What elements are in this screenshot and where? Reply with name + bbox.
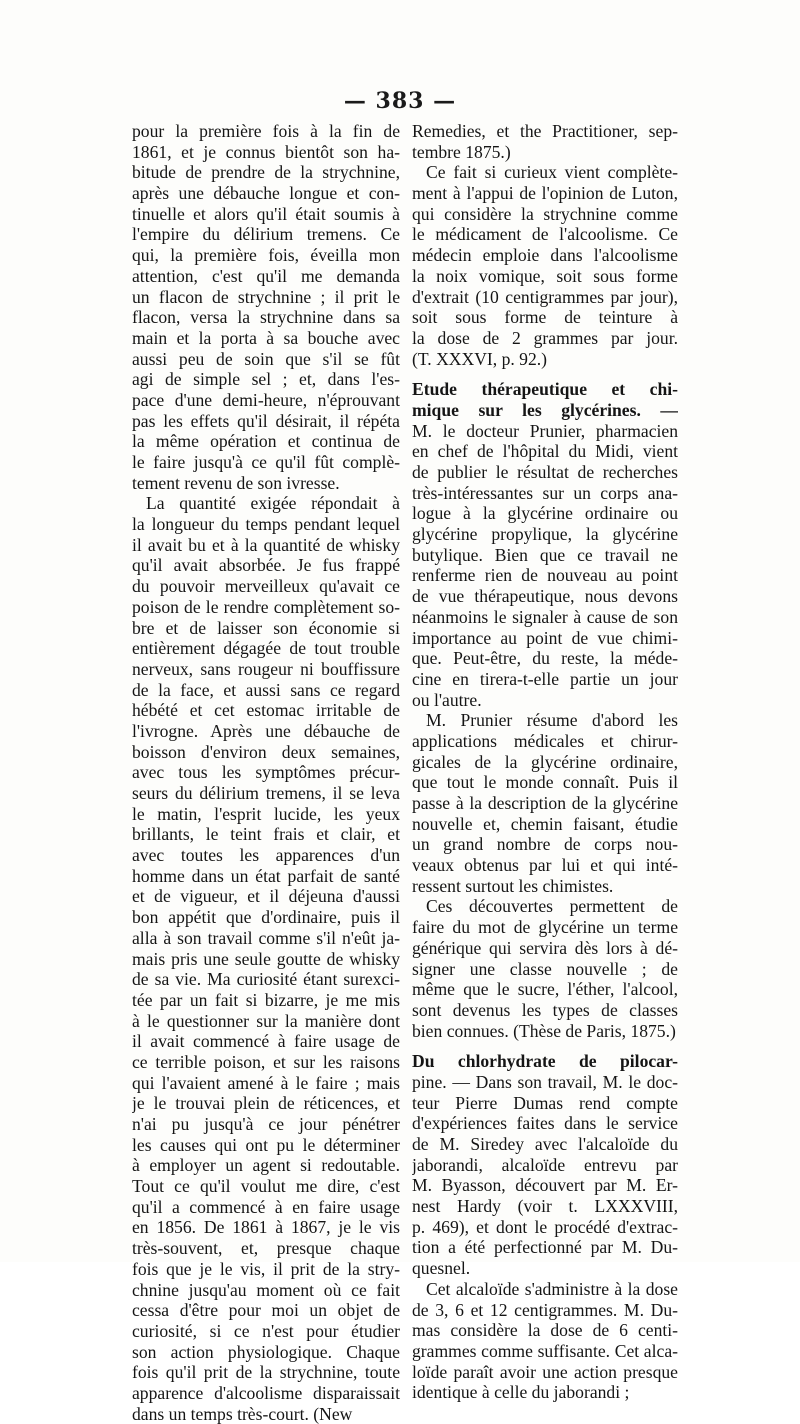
text-line: la noix vomique, soit sous forme (412, 265, 678, 286)
text-line: qui l'avaient amené à le faire ; mais (132, 1072, 400, 1093)
text-line: après une débauche longue et con- (132, 183, 400, 204)
left-column (132, 121, 400, 1424)
text-line: que. Peut-être, du reste, la méde- (412, 648, 678, 669)
text-line: en 1856. De 1861 à 1867, je le vis (132, 1217, 400, 1238)
text-line: bon appétit que d'ordinaire, puis il (132, 907, 400, 928)
text-line: fois qu'il prit de la strychnine, toute (132, 1362, 400, 1383)
text-line: tembre 1875.) (412, 141, 511, 162)
text-line: boisson d'environ deux semaines, (132, 741, 400, 762)
text-line: homme dans un état parfait de santé (132, 865, 400, 886)
text-line: M. le docteur Prunier, pharmacien (412, 420, 678, 441)
text-line: je le trouvai plein de réticences, et (132, 1093, 400, 1114)
text-line: l'empire du délirium tremens. Ce (132, 224, 400, 245)
text-line: très-souvent, et, presque chaque (132, 1238, 400, 1259)
text-line: d'extrait (10 centigrammes par jour), (412, 286, 678, 307)
text-line: nouvelle et, chemin faisant, étudie (412, 813, 678, 834)
text-line: médecin emploie dans l'alcoolisme (412, 245, 678, 266)
text-line: un flacon de strychnine ; il prit le (132, 286, 400, 307)
text-line: néanmoins le signaler à cause de son (412, 606, 678, 627)
text-line: tion a été perfectionné par M. Du- (412, 1237, 678, 1258)
text-line: signer une classe nouvelle ; de (412, 958, 678, 979)
text-line: le médicament de l'alcoolisme. Ce (412, 224, 678, 245)
page-number: — 383 — (343, 88, 457, 114)
text-line: M. Prunier résume d'abord les (426, 710, 678, 731)
text-line: la dose de 2 grammes par jour. (412, 327, 678, 348)
text-line: qu'il avait absorbée. Je fus frappé (132, 555, 400, 576)
text-line: poison de le rendre complètement so- (132, 596, 400, 617)
text-line: de vue thérapeutique, nous devons (412, 586, 678, 607)
text-line: attention, c'est qu'il me demanda (132, 265, 400, 286)
text-line: ou l'autre. (412, 689, 482, 710)
text-line: logue à la glycérine ordinaire ou (412, 503, 678, 524)
text-line: Cet alcaloïde s'administre à la dose (426, 1278, 678, 1299)
text-line: butylique. Bien que ce travail ne (412, 544, 678, 565)
text-line: Etude thérapeutique et chi- (412, 379, 678, 400)
text-line: ressent surtout les chimistes. (412, 875, 614, 896)
text-line: veaux obtenus par lui et qui inté- (412, 855, 678, 876)
text-line: de sa vie. Ma curiosité étant surexci- (132, 969, 400, 990)
text-line: n'ai pu jusqu'à ce jour pénétrer (132, 1114, 400, 1134)
text-line: nerveux, sans rougeur ni bouffissure (132, 658, 400, 679)
text-line: entièrement dégagée de tout trouble (132, 638, 400, 659)
text-line: identique à celle du jaborandi ; (412, 1382, 630, 1403)
text-line: mas considère la dose de 6 centi- (412, 1320, 678, 1341)
text-line: et de vigueur, et il déjeuna d'aussi (132, 886, 400, 907)
text-line: il avait bu et à la quantité de whisky (132, 534, 400, 555)
text-line: 1861, et je connus bientôt son ha- (132, 141, 400, 162)
text-line: ment à l'appui de l'opinion de Luton, (412, 183, 678, 204)
text-line: brillants, le teint frais et clair, et (132, 824, 400, 845)
text-line: fois que je le vis, il prit de la stry- (132, 1258, 400, 1279)
text-line: Ce fait si curieux vient complète- (426, 162, 678, 183)
text-line: Ces découvertes permettent de (426, 896, 678, 917)
text-line: glycérine propylique, la glycérine (412, 524, 678, 545)
text-line: La quantité exigée répondait à (146, 493, 400, 514)
text-line: un grand nombre de corps nou- (412, 834, 678, 855)
text-line: hébété et cet estomac irritable de (132, 700, 400, 721)
text-line: (T. XXXVI, p. 92.) (412, 348, 548, 369)
text-line: loïde paraît avoir une action presque (412, 1361, 678, 1382)
text-line: que tout le monde connaît. Puis il (412, 772, 678, 793)
text-line: le faire jusqu'à ce qu'il fût complè- (132, 452, 400, 472)
text-line: qu'il a commencé à en faire usage (132, 1196, 400, 1217)
text-line: agi de simple sel ; et, dans l'es- (132, 369, 400, 390)
text-line: de 3, 6 et 12 centigrammes. M. Du- (412, 1299, 678, 1320)
text-line: cessa d'être pour moi un objet de (132, 1300, 400, 1321)
text-line: importance au point de vue chimi- (412, 627, 678, 648)
text-line: à le questionner sur la manière dont (132, 1010, 400, 1031)
text-line: M. Byasson, découvert par M. Er- (412, 1175, 678, 1196)
text-line: qui considère la strychnine comme (412, 203, 678, 224)
text-line: pace d'une demi-heure, n'éprouvant (132, 389, 400, 410)
text-line: du pouvoir merveilleux qu'avait ce (132, 576, 400, 597)
text-line: teur Pierre Dumas rend compte (412, 1092, 678, 1113)
text-line: gicales de la glycérine ordinaire, (412, 751, 678, 772)
text-line: tinuelle et alors qu'il était soumis à (132, 203, 400, 224)
text-line: le matin, l'esprit lucide, les yeux (132, 803, 400, 824)
text-line: Remedies, et the Practitioner, sep- (412, 121, 678, 141)
text-line: Du chlorhydrate de pilocar- (412, 1051, 678, 1072)
text-line: tée par un fait si bizarre, je me mis (132, 989, 400, 1010)
text-line: l'ivrogne. Après une débauche de (132, 720, 400, 741)
text-line: quesnel. (412, 1258, 471, 1279)
text-line: la longueur du temps pendant lequel (132, 514, 400, 535)
text-line: applications médicales et chirur- (412, 730, 678, 751)
text-line: grammes comme suffisante. Cet alca- (412, 1340, 678, 1361)
text-line: p. 469), et dont le procédé d'extrac- (412, 1216, 678, 1237)
text-line: mais pris une seule goutte de whisky (132, 948, 400, 969)
text-line: pas les effets qu'il désirait, il répéta (132, 410, 400, 431)
text-line: il avait commencé à faire usage de (132, 1031, 400, 1052)
text-line: curiosité, si ce n'est pour étudier (132, 1320, 400, 1341)
text-line: très-intéressantes sur un corps ana- (412, 482, 678, 503)
right-column (412, 121, 678, 1403)
text-line: main et la porta à sa bouche avec (132, 327, 400, 348)
text-line: faire du mot de glycérine un terme (412, 917, 678, 938)
text-line: qui, la première fois, éveilla mon (132, 245, 400, 266)
text-line: flacon, versa la strychnine dans sa (132, 307, 400, 328)
text-line: apparence d'alcoolisme disparaissait (132, 1382, 400, 1403)
text-line: bien connues. (Thèse de Paris, 1875.) (412, 1020, 676, 1041)
text-line: bitude de prendre de la strychnine, (132, 162, 400, 183)
text-line: seurs du délirium tremens, il se leva (132, 783, 400, 803)
text-line: chnine jusqu'au moment où ce fait (132, 1279, 400, 1300)
text-line: renferme rien de nouveau au point (412, 565, 678, 586)
text-line: sont devenus les types de classes (412, 999, 678, 1020)
text-line: tement revenu de son ivresse. (132, 472, 340, 493)
text-line: Tout ce qu'il voulut me dire, c'est (132, 1176, 400, 1197)
text-line: ce terrible poison, et sur les raisons (132, 1051, 400, 1072)
text-line: dans un temps très-court. (New (132, 1403, 353, 1424)
text-line: bre et de laisser son économie si (132, 617, 400, 638)
text-line: de M. Siredey avec l'alcaloïde du (412, 1134, 678, 1154)
text-line: pour la première fois à la fin de (132, 121, 400, 141)
text-line: la même opération et continua de (132, 431, 400, 452)
text-line: cine en tirera-t-elle partie un jour (412, 668, 678, 689)
text-line: même que le sucre, l'éther, l'alcool, (412, 979, 678, 1000)
text-line: en chef de l'hôpital du Midi, vient (412, 441, 678, 462)
text-line: soit sous forme de teinture à (412, 307, 678, 328)
text-line: de publier le résultat de recherches (412, 462, 678, 482)
text-line: les causes qui ont pu le déterminer (132, 1134, 400, 1155)
text-line: passe à la description de la glycérine (412, 793, 678, 813)
text-line: avec toutes les apparences d'un (132, 845, 400, 866)
text-line: de la face, et aussi sans ce regard (132, 679, 400, 700)
text-line: à employer un agent si redoutable. (132, 1155, 400, 1176)
text-line: alla à son travail comme s'il n'eût ja- (132, 927, 400, 948)
text-line: nest Hardy (voir t. LXXXVIII, (412, 1196, 678, 1217)
text-line: générique qui servira dès lors à dé- (412, 937, 678, 958)
text-line: mique sur les glycérines. — (412, 399, 678, 420)
text-line: jaborandi, alcaloïde entrevu par (412, 1154, 678, 1175)
text-line: aussi peu de soin que s'il se fût (132, 348, 400, 369)
text-line: d'expériences faites dans le service (412, 1113, 678, 1134)
text-line: pine. — Dans son travail, M. le doc- (412, 1071, 678, 1092)
text-line: son action physiologique. Chaque (132, 1341, 400, 1362)
text-line: avec tous les symptômes précur- (132, 762, 400, 783)
